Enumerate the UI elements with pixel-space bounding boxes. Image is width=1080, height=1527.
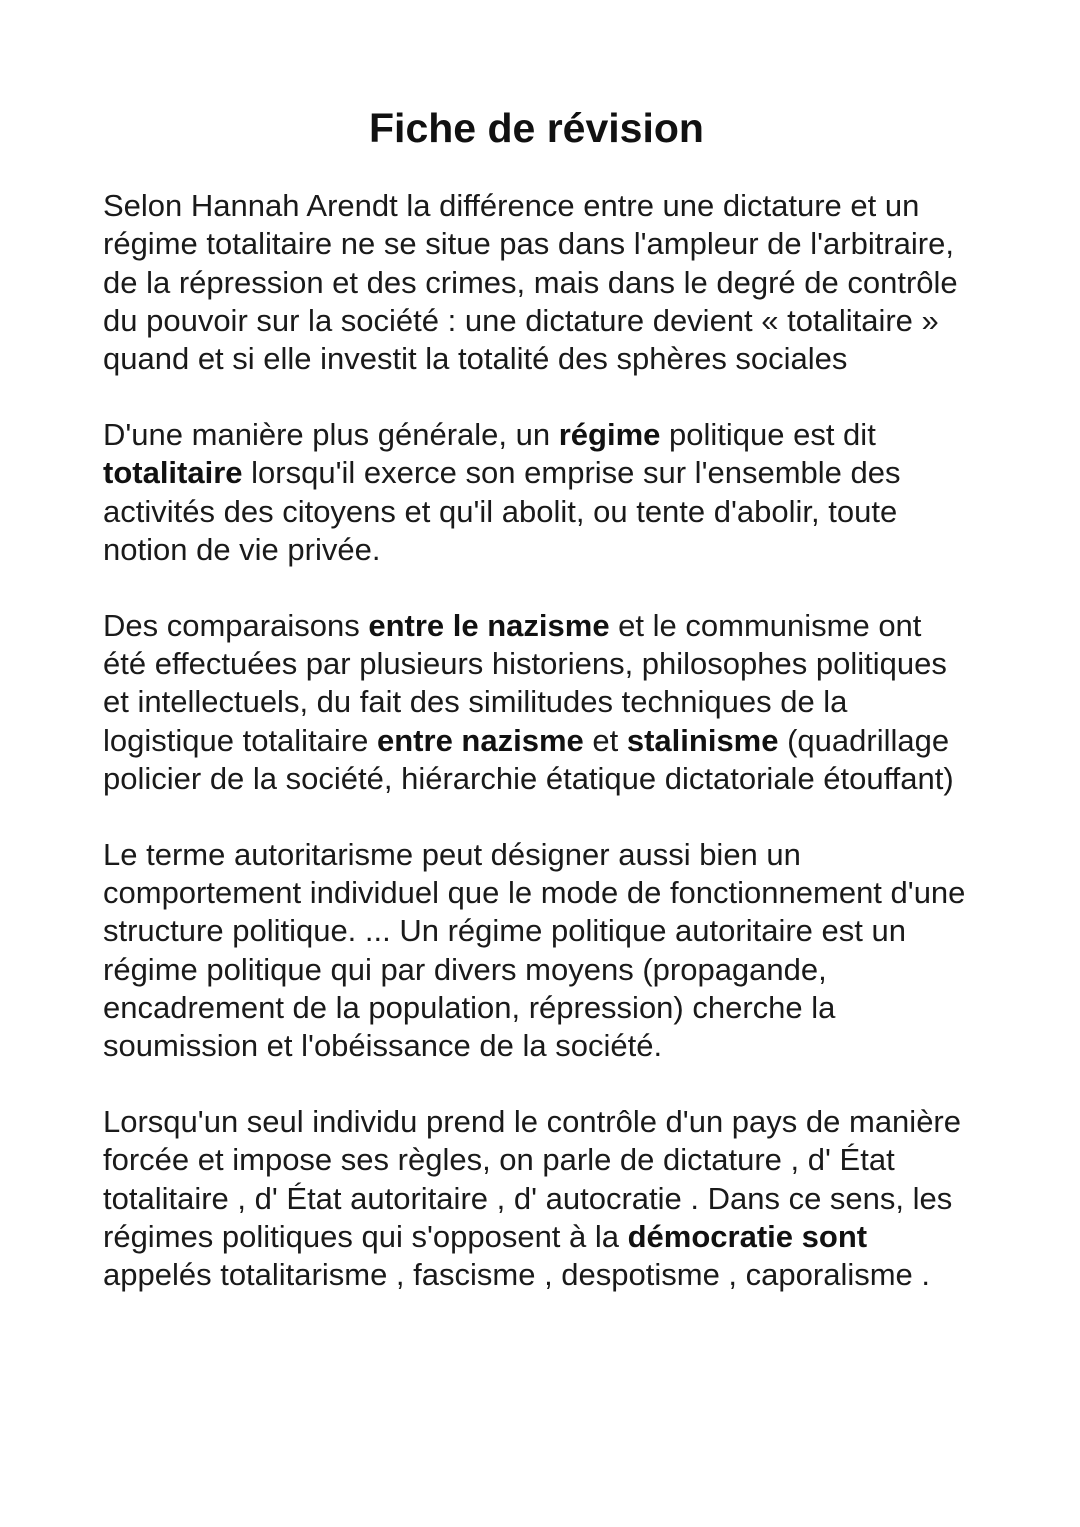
- bold-term-stalinisme: stalinisme: [626, 722, 779, 758]
- paragraph-text: D'une manière plus générale, un: [103, 417, 559, 453]
- paragraph-arendt: [103, 187, 970, 378]
- paragraph-dictatorship: [103, 1103, 970, 1294]
- paragraph-text: et le communisme ont été effectuées par plusieurs historiens, philosophes politiques et intellectuels, du fait des similitudes techniques de la logistique totalitaire: [103, 608, 947, 758]
- paragraph-text: (quadrillage policier de la société, hiérarchie étatique dictatoriale étouffant): [103, 722, 954, 796]
- paragraph-nazism-communism: [103, 607, 970, 798]
- paragraph-authoritarianism: [103, 836, 970, 1065]
- paragraph-text: et: [583, 722, 627, 758]
- paragraph-text: Selon Hannah Arendt la différence entre une dictature et un régime totalitaire ne se situe pas dans l'ampleur de l'arbitraire, de la répression et des crimes, mais dans le degré de contrôle du pouvoir sur la société : une dictature devient « totalitaire » quand et si elle investit la totalité des sphères sociales: [103, 188, 958, 376]
- bold-term-entre-le-nazisme: entre le nazisme: [368, 608, 610, 644]
- bold-term-regime: régime: [558, 417, 661, 453]
- paragraph-totalitarian-definition: [103, 416, 970, 569]
- paragraph-text: Lorsqu'un seul individu prend le contrôle d'un pays de manière forcée et impose ses règles, on parle de dictature , d' État totalitaire , d' État autoritaire , d' autocratie . Dans ce sens, les régimes politiques qui s'opposent à la: [103, 1104, 961, 1254]
- bold-term-entre-nazisme: entre nazisme: [377, 722, 584, 758]
- paragraph-text: Des comparaisons: [103, 608, 369, 644]
- paragraph-text: appelés totalitarisme , fascisme , despotisme , caporalisme .: [103, 1257, 931, 1293]
- paragraph-text: politique est dit: [660, 417, 876, 453]
- paragraph-text: Le terme autoritarisme peut désigner aussi bien un comportement individuel que le mode de fonctionnement d'une structure politique. ... Un régime politique autoritaire est un régime politique qui par divers moyens (propagande, encadrement de la population, répression) cherche la soumission et l'obéissance de la société.: [103, 837, 966, 1064]
- bold-term-totalitaire: totalitaire: [103, 455, 243, 491]
- page-title: Fiche de révision: [369, 105, 704, 151]
- paragraph-text: lorsqu'il exerce son emprise sur l'ensemble des activités des citoyens et qu'il abolit, ou tente d'abolir, toute notion de vie privée.: [103, 455, 901, 567]
- bold-term-democratie-sont: démocratie sont: [627, 1218, 868, 1254]
